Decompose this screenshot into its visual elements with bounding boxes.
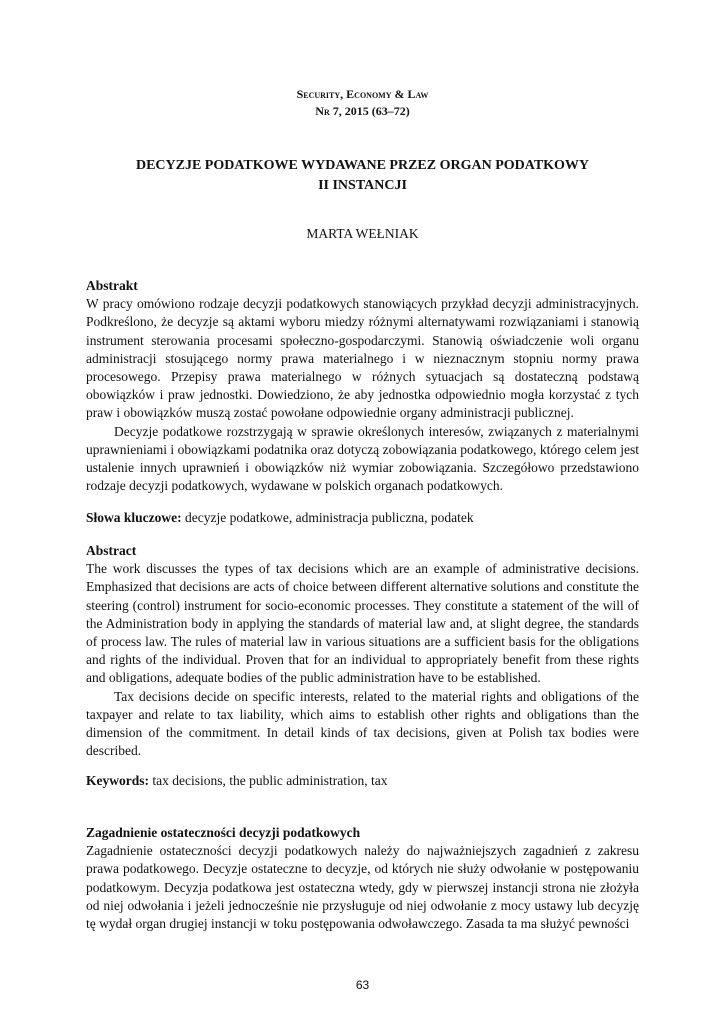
journal-issue: Nr 7, 2015 (63–72) [315,104,410,118]
section-heading: Zagadnienie ostateczności decyzji podatkowych [86,825,361,840]
author-name: MARTA WEŁNIAK [306,226,419,241]
slowa-kluczowe-text: decyzje podatkowe, administracja publiczna, podatek [181,510,474,525]
abstrakt-section [86,277,639,495]
slowa-kluczowe-label: Słowa kluczowe: [86,510,182,525]
abstrakt-paragraph-1: W pracy omówiono rodzaje decyzji podatkowych stanowiących przykład decyzji administracyjnych. Podkreślono, że decyzje są aktami wyboru miedzy różnymi alternatywami rozwiązaniami i stanowią instrument sterowania procesami społeczno-gospodarczymi. Stanowią oświadczenie woli organu administracji stosującego normy prawa materialnego i w nieznacznym stopniu normy prawa procesowego. Przepisy prawa materialnego w różnych sytuacjach są dostateczną podstawą obowiązków i praw jednostki. Dowiedziono, że aby jednostka odpowiednio mogła korzystać z tych praw i obowiązków muszą zostać powołane odpowiednie organy administracji publicznej. [86,296,639,421]
page-number: 63 [355,978,370,992]
keywords [86,772,639,790]
title-line-1: DECYZJE PODATKOWE WYDAWANE PRZEZ ORGAN PODATKOWY [135,158,590,173]
abstract-heading: Abstract [86,543,137,558]
journal-name: Security, Economy & Law [296,87,429,101]
section-paragraph-1: Zagadnienie ostateczności decyzji podatkowych należy do najważniejszych zagadnień z zakresu prawa podatkowego. Decyzje ostateczne to decyzje, od których nie służy odwołanie w postępowaniu podatkowym. Decyzja podatkowa jest ostateczna wtedy, gdy w pierwszej instancji strona nie złożyła od niej odwołania i jeżeli jednocześnie nie przysługuje od niej odwołanie z mocy ustawy lub decyzję tę wydał organ drugiej instancji w toku postępowania odwoławczego. Zasada ta ma służyć pewności [86,843,639,932]
journal-header [0,86,725,120]
abstract-section [86,542,639,760]
title-line-2: II INSTANCJI [318,178,407,193]
keywords-label: Keywords: [86,773,149,788]
article-title [0,156,725,196]
keywords-text: tax decisions, the public administration, tax [149,773,388,788]
abstrakt-heading: Abstrakt [86,278,138,293]
body-section [86,824,639,933]
abstrakt-paragraph-2: Decyzje podatkowe rozstrzygają w sprawie określonych interesów, związanych z materialnymi uprawnieniami i obowiązkami podatnika oraz dotyczą zobowiązania podatkowego, którego celem jest ustalenie innych uprawnień i obowiązków niż wymiar zobowiązania. Szczegółowo przedstawiono rodzaje decyzji podatkowych, wydawane w polskich organach podatkowych. [86,423,639,494]
abstract-paragraph-2: Tax decisions decide on specific interests, related to the material rights and obligations of the taxpayer and relate to tax liability, which aims to establish other rights and obligations than the dimension of the commitment. In detail kinds of tax decisions, given at Polish tax bodies were described. [86,688,639,759]
slowa-kluczowe [86,509,639,527]
abstract-paragraph-1: The work discusses the types of tax decisions which are an example of administrative decisions. Emphasized that decisions are acts of choice between different alternative solutions and constitute the steering (control) instrument for socio-economic processes. They constitute a statement of the will of the Administration body in applying the standards of material law and, at slight degree, the standards of process law. The rules of material law in various situations are a sufficient basis for the obligations and rights of the individual. Proven that for an individual to appropriately benefit from these rights and obligations, adequate bodies of the public administration have to be established. [86,561,639,686]
